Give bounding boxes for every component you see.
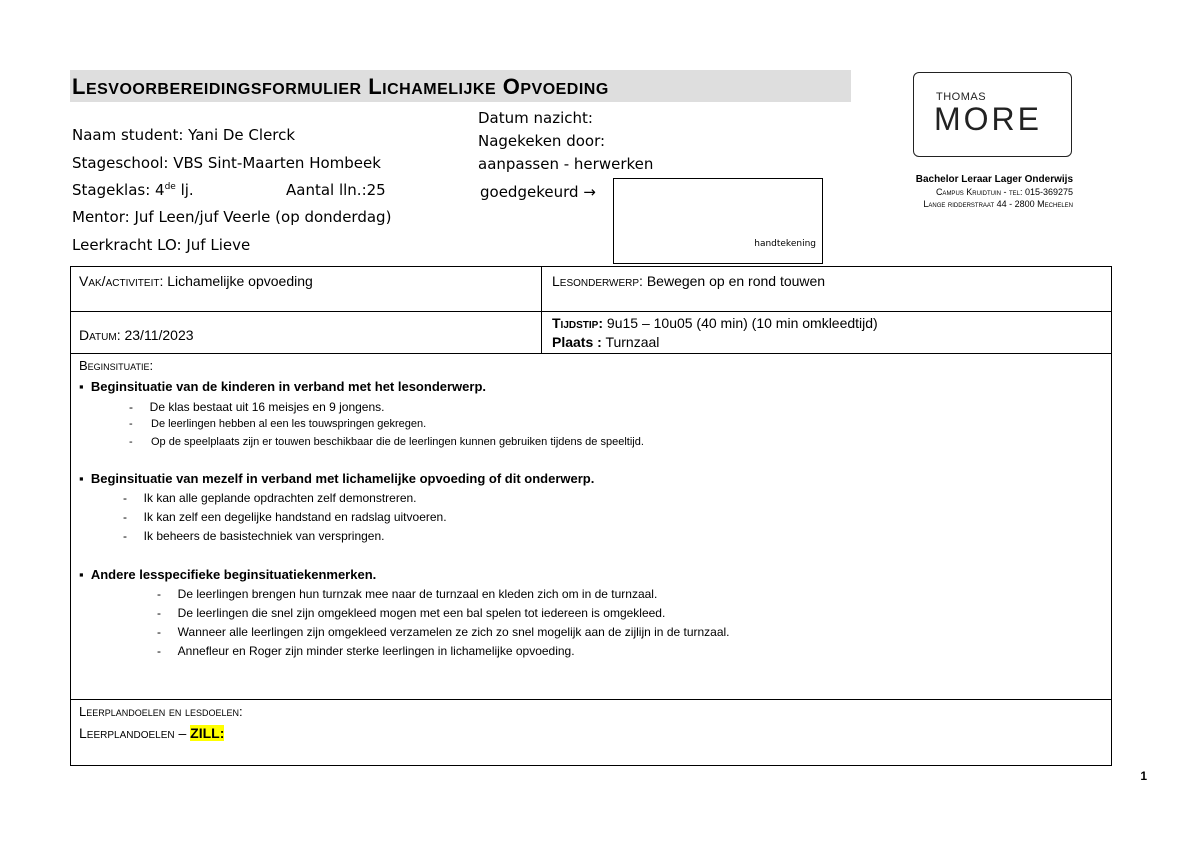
approved-label: goedgekeurd → [480, 183, 596, 201]
signature-box[interactable] [613, 178, 823, 264]
list-item: - De leerlingen hebben al een les touwspringen gekregen. [129, 418, 427, 430]
list-item: - Op de speelplaats zijn er touwen beschikbaar die de leerlingen kunnen gebruiken tijdens de speeltijd. [129, 436, 644, 448]
list-item: - Ik beheers de basistechniek van verspringen. [123, 529, 385, 543]
section2-heading: ▪ Beginsituatie van mezelf in verband met lichamelijke opvoeding of dit onderwerp. [79, 471, 595, 486]
student-name: Naam student: Yani De Clerck [72, 126, 296, 144]
school-program: Bachelor Leraar Lager Onderwijs [915, 174, 1073, 185]
list-item: - De klas bestaat uit 16 meisjes en 9 jongens. [129, 400, 385, 414]
list-item: - Ik kan zelf een degelijke handstand en radslag uitvoeren. [123, 510, 447, 524]
page-title: LESVOORBEREIDINGSFORMULIER LICHAMELIJKE OPVOEDING [72, 74, 609, 99]
thomas-more-logo: THOMAS MORE [913, 72, 1072, 157]
adjust-rework: aanpassen - herwerken [478, 155, 654, 173]
list-item: - Wanneer alle leerlingen zijn omgekleed verzamelen ze zich zo snel mogelijk aan de zijlijn in de turnzaal. [157, 625, 730, 639]
beginsituatie-heading: Beginsituatie: [79, 358, 154, 373]
review-date: Datum nazicht: [478, 109, 593, 127]
section1-heading: ▪ Beginsituatie van de kinderen in verband met het lesonderwerp. [79, 379, 486, 394]
mentor: Mentor: Juf Leen/juf Veerle (op donderdag) [72, 208, 392, 226]
goals-heading: Leerplandoelen en lesdoelen: [79, 704, 243, 719]
lo-teacher: Leerkracht LO: Juf Lieve [72, 236, 251, 254]
time-cell: Tijdstip: 9u15 – 10u05 (40 min) (10 min omkleedtijd) [552, 315, 878, 331]
student-count: Aantal lln.:25 [286, 181, 386, 199]
stage-school: Stageschool: VBS Sint-Maarten Hombeek [72, 154, 381, 172]
list-item: - Ik kan alle geplande opdrachten zelf demonstreren. [123, 491, 417, 505]
school-campus: Campus Kruidtuin - tel: 015-369275 [935, 187, 1073, 197]
zill-goals: Leerplandoelen – ZILL: [79, 725, 225, 741]
list-item: - Annefleur en Roger zijn minder sterke leerlingen in lichamelijke opvoeding. [157, 644, 575, 658]
reviewed-by: Nagekeken door: [478, 132, 606, 150]
date-cell: Datum: 23/11/2023 [79, 327, 194, 343]
subject-cell: Vak/activiteit: Lichamelijke opvoeding [79, 273, 313, 289]
section3-heading: ▪ Andere lesspecifieke beginsituatiekenmerken. [79, 567, 377, 582]
school-address: Lange ridderstraat 44 - 2800 Mechelen [923, 199, 1073, 209]
list-item: - De leerlingen brengen hun turnzak mee naar de turnzaal en kleden zich om in de turnzaal. [157, 587, 658, 601]
page-number: 1 [1140, 769, 1147, 783]
lesson-table [70, 266, 1112, 766]
signature-label: handtekening [754, 239, 816, 249]
place-cell: Plaats : Turnzaal [552, 334, 660, 350]
topic-cell: Lesonderwerp: Bewegen op en rond touwen [552, 273, 826, 289]
stage-class: Stageklas: 4de lj. [72, 181, 194, 199]
list-item: - De leerlingen die snel zijn omgekleed mogen met een bal spelen tot iedereen is omgekleed. [157, 606, 666, 620]
